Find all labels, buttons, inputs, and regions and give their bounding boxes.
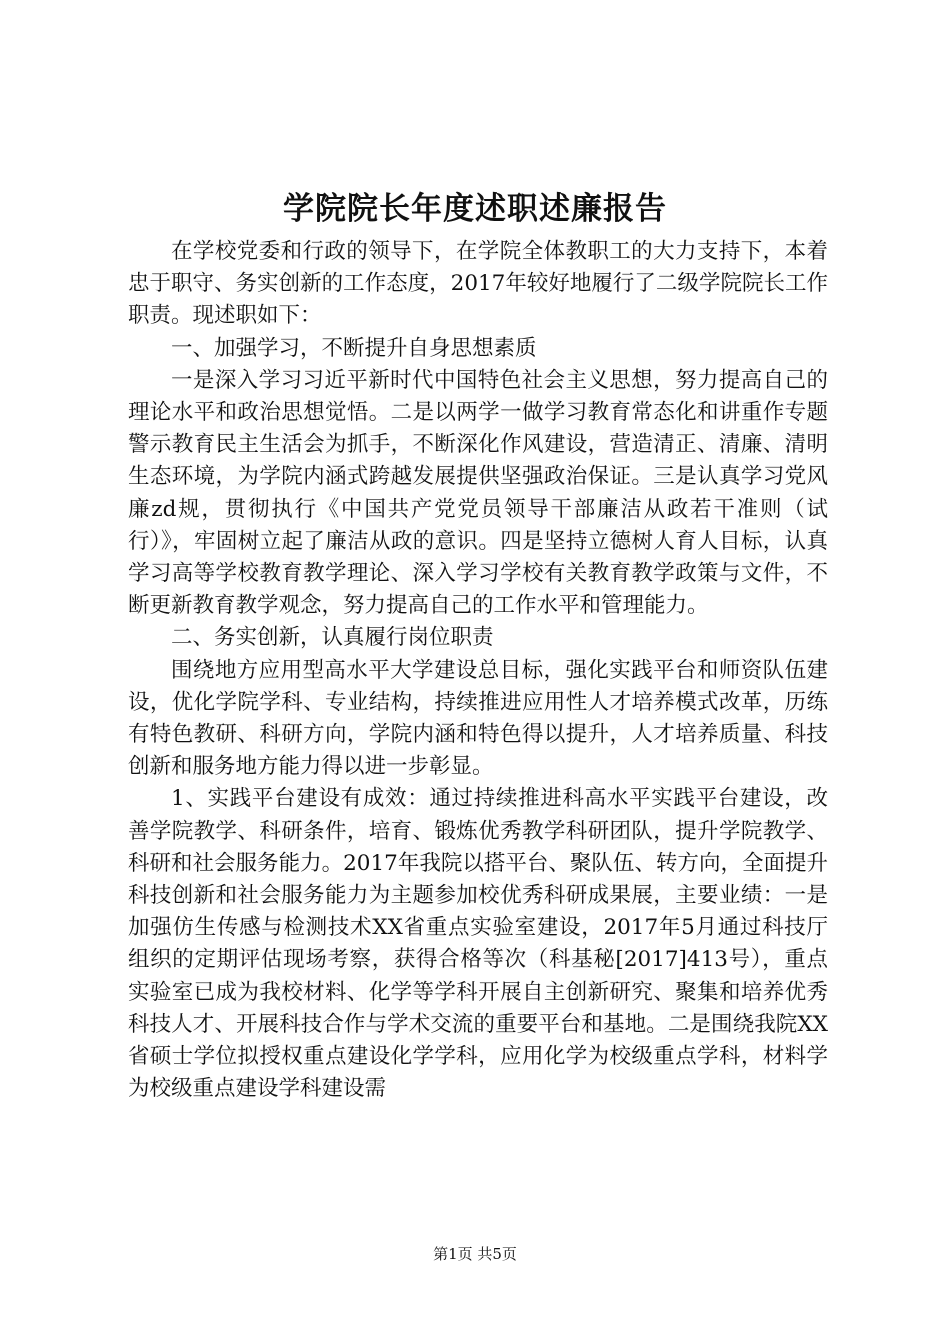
page-footer: 第1页 共5页 [433, 1245, 517, 1263]
document-title: 学院院长年度述职述廉报告 [283, 191, 667, 227]
intro-paragraph: 在学校党委和行政的领导下，在学院全体教职工的大力支持下，本着忠于职守、务实创新的工作态度，2017年较好地履行了二级学院院长工作职责。现述职如下： [128, 239, 828, 329]
document-body [128, 236, 828, 1105]
body-paragraph: 1、实践平台建设有成效：通过持续推进科高水平实践平台建设，改善学院教学、科研条件，培育、锻炼优秀教学科研团队，提升学院教学、科研和社会服务能力。2017年我院以搭平台、聚队伍、转方向，全面提升科技创新和社会服务能力为主题参加校优秀科研成果展，主要业绩：一是加强仿生传感与检测技术XX省重点实验室建设，2017年5月通过科技厅组织的定期评估现场考察，获得合格等次（科基秘[2017]413号），重点实验室已成为我校材料、化学等学科开展自主创新研究、聚集和培养优秀科技人才、开展科技合作与学术交流的重要平台和基地。二是围绕我院XX省硕士学位拟授权重点建设化学学科，应用化学为校级重点学科，材料学为校级重点建设学科建设需 [128, 786, 828, 1102]
section-heading-2: 二、务实创新，认真履行岗位职责 [171, 625, 494, 651]
section-heading-1: 一、加强学习，不断提升自身思想素质 [171, 335, 537, 361]
body-paragraph: 围绕地方应用型高水平大学建设总目标，强化实践平台和师资队伍建设，优化学院学科、专业结构，持续推进应用性人才培养模式改革，历练有特色教研、科研方向，学院内涵和特色得以提升，人才培养质量、科技创新和服务地方能力得以进一步彰显。 [128, 657, 828, 780]
body-paragraph: 一是深入学习习近平新时代中国特色社会主义思想，努力提高自己的理论水平和政治思想觉悟。二是以两学一做学习教育常态化和讲重作专题警示教育民主生活会为抓手，不断深化作风建设，营造清正、清廉、清明生态环境，为学院内涵式跨越发展提供坚强政治保证。三是认真学习党风廉zd规，贯彻执行《中国共产党党员领导干部廉洁从政若干准则（试行）》，牢固树立起了廉洁从政的意识。四是坚持立德树人育人目标，认真学习高等学校教育教学理论、深入学习学校有关教育教学政策与文件，不断更新教育教学观念，努力提高自己的工作水平和管理能力。 [128, 367, 828, 619]
